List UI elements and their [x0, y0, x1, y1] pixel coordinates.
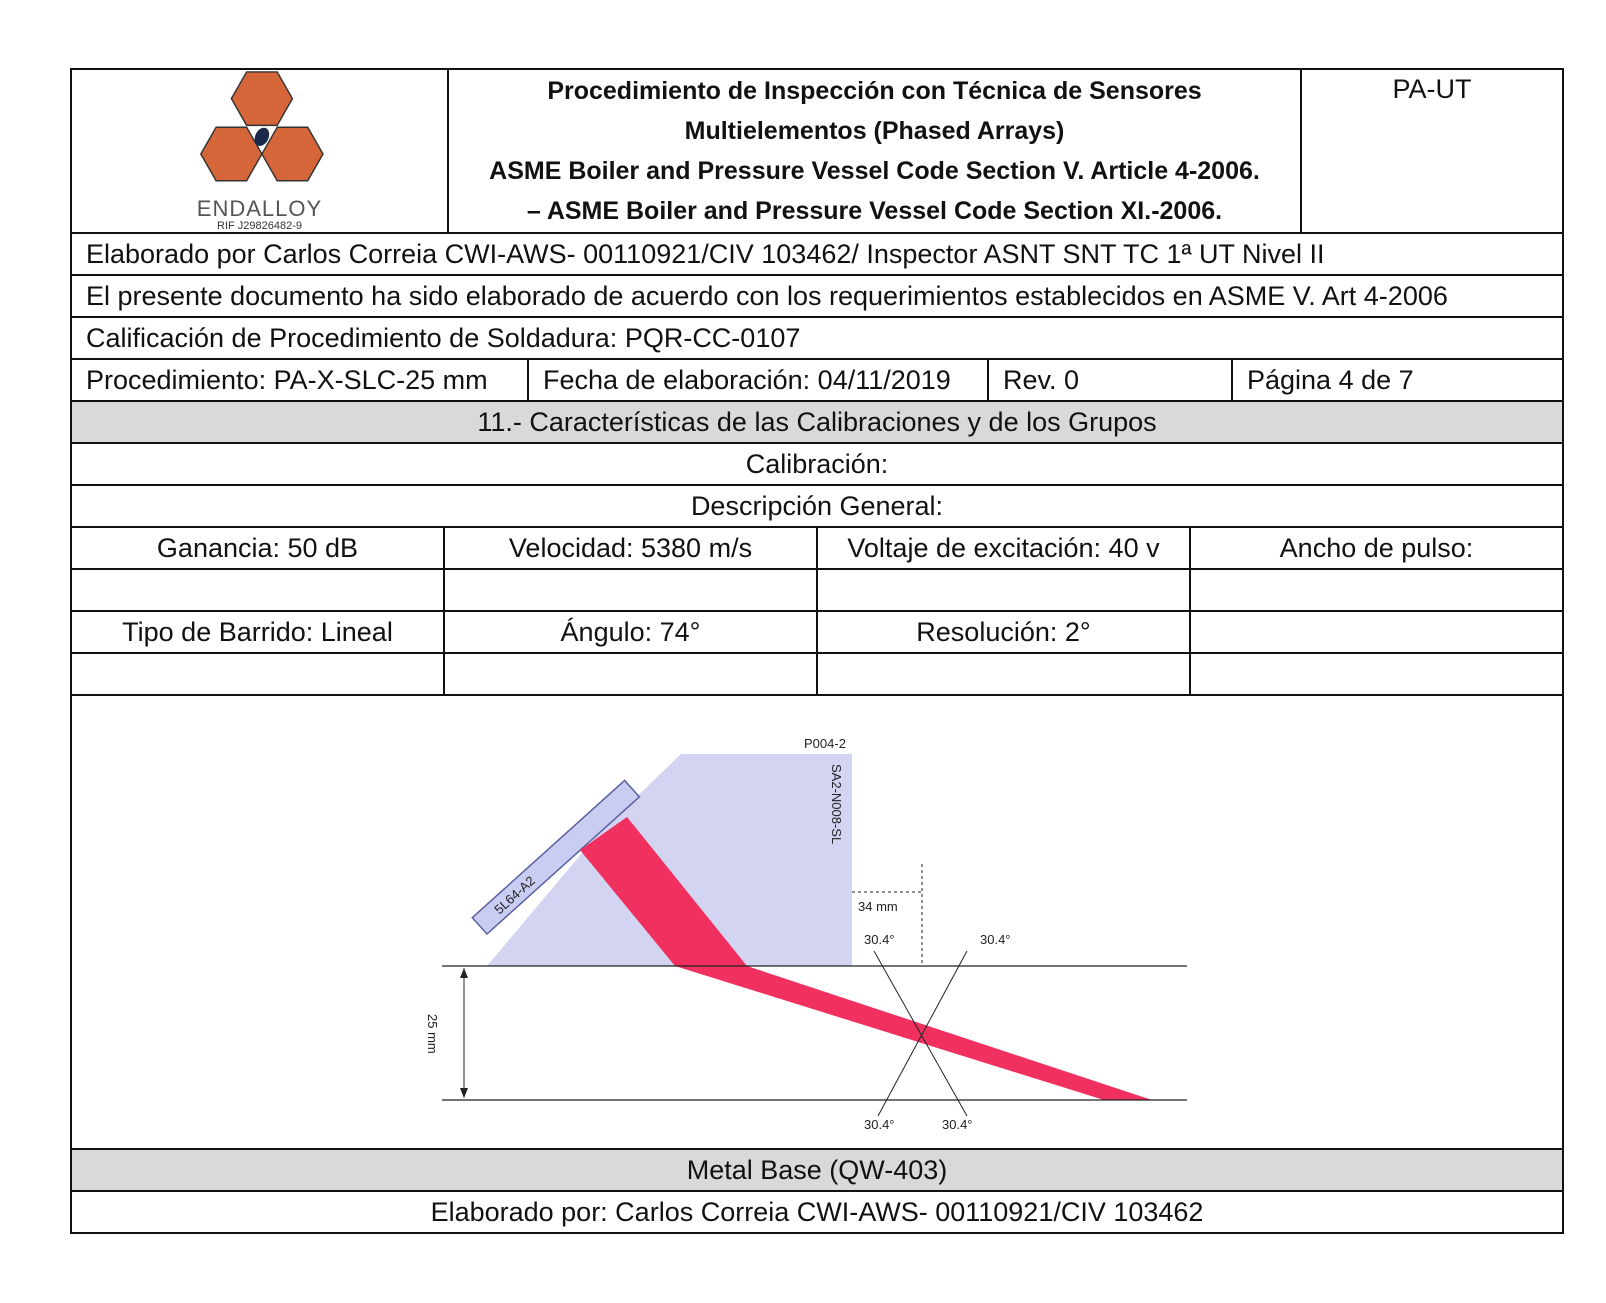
calibration-row — [72, 444, 1562, 486]
empty-cell — [1191, 612, 1562, 652]
empty-cell — [445, 654, 818, 694]
section-title-row — [72, 402, 1562, 444]
prepared-by: Elaborado por Carlos Correia CWI-AWS- 00110921/CIV 103462/ Inspector ASNT SNT TC 1ª UT Nivel II — [86, 238, 1325, 269]
angle-label: 30.4° — [942, 1117, 973, 1132]
prepared-by-row — [72, 234, 1562, 276]
section-title: 11.- Características de las Calibraciones y de los Grupos — [477, 406, 1157, 437]
title-line: Procedimiento de Inspección con Técnica de Sensores — [547, 77, 1202, 105]
title-line: Multielementos (Phased Arrays) — [684, 117, 1065, 145]
procedure-id: Procedimiento: PA-X-SLC-25 mm — [72, 360, 529, 400]
qualification: Calificación de Procedimiento de Soldadura: PQR-CC-0107 — [86, 322, 801, 353]
document-code: PA-UT — [1392, 74, 1472, 104]
probe-label: 5L64-A2 — [491, 873, 538, 918]
pulse-width: Ancho de pulso: — [1279, 532, 1474, 563]
logo-name: ENDALLOY — [196, 196, 323, 221]
meta-row — [72, 360, 1562, 402]
calibration-heading: Calibración: — [745, 448, 889, 479]
phased-array-diagram — [72, 696, 1562, 1148]
empty-cell — [818, 654, 1191, 694]
arrow-icon — [460, 1088, 468, 1098]
title-line: ASME Boiler and Pressure Vessel Code Section V. Article 4-2006. — [489, 157, 1260, 185]
wedge-code: P004-2 — [804, 736, 846, 751]
empty-cell — [72, 654, 445, 694]
page-number: Página 4 de 7 — [1247, 364, 1414, 395]
empty-cell — [1191, 570, 1562, 610]
beam-in-part — [675, 966, 1152, 1100]
velocity: Velocidad: 5380 m/s — [445, 528, 818, 568]
qualification-row — [72, 318, 1562, 360]
procedure-sheet — [70, 68, 1564, 1234]
params-row-4 — [72, 654, 1562, 696]
empty-cell — [445, 570, 818, 610]
arrow-icon — [460, 968, 468, 978]
header-row — [72, 70, 1562, 234]
footer-prepared-by: Elaborado por: Carlos Correia CWI-AWS- 00110921/CIV 103462 — [430, 1196, 1204, 1227]
thickness-label: 25 mm — [425, 1014, 440, 1054]
title-line: – ASME Boiler and Pressure Vessel Code Section XI.-2006. — [526, 197, 1223, 225]
params-row-3 — [72, 612, 1562, 654]
params-row-1 — [72, 528, 1562, 570]
angle: Ángulo: 74° — [445, 612, 818, 652]
base-metal-row — [72, 1150, 1562, 1192]
angle-label: 30.4° — [980, 932, 1011, 947]
hexagon-logo-icon — [190, 70, 330, 196]
general-row — [72, 486, 1562, 528]
scan-type: Tipo de Barrido: Lineal — [72, 612, 445, 652]
wedge-label: SA2-N008-SL — [829, 764, 844, 845]
angle-label: 30.4° — [864, 1117, 895, 1132]
footer-row — [72, 1192, 1562, 1232]
excitation-voltage: Voltaje de excitación: 40 v — [818, 528, 1191, 568]
angle-label: 30.4° — [864, 932, 895, 947]
general-heading: Descripción General: — [690, 490, 944, 521]
empty-cell — [818, 570, 1191, 610]
empty-cell — [72, 570, 445, 610]
document-title — [449, 70, 1302, 232]
company-logo — [72, 70, 449, 232]
logo-rif: RIF J29826482-9 — [217, 220, 302, 232]
base-metal: Metal Base (QW-403) — [686, 1154, 948, 1185]
empty-cell — [1191, 654, 1562, 694]
creation-date: Fecha de elaboración: 04/11/2019 — [529, 360, 989, 400]
beam-diagram — [72, 696, 1562, 1150]
revision: Rev. 0 — [989, 360, 1233, 400]
statement: El presente documento ha sido elaborado de acuerdo con los requerimientos establecidos en ASME V. Art 4-2006 — [86, 280, 1448, 311]
statement-row — [72, 276, 1562, 318]
reference-line — [874, 951, 967, 1116]
gain: Ganancia: 50 dB — [72, 528, 445, 568]
params-row-2 — [72, 570, 1562, 612]
offset-label: 34 mm — [858, 899, 898, 914]
resolution: Resolución: 2° — [818, 612, 1191, 652]
